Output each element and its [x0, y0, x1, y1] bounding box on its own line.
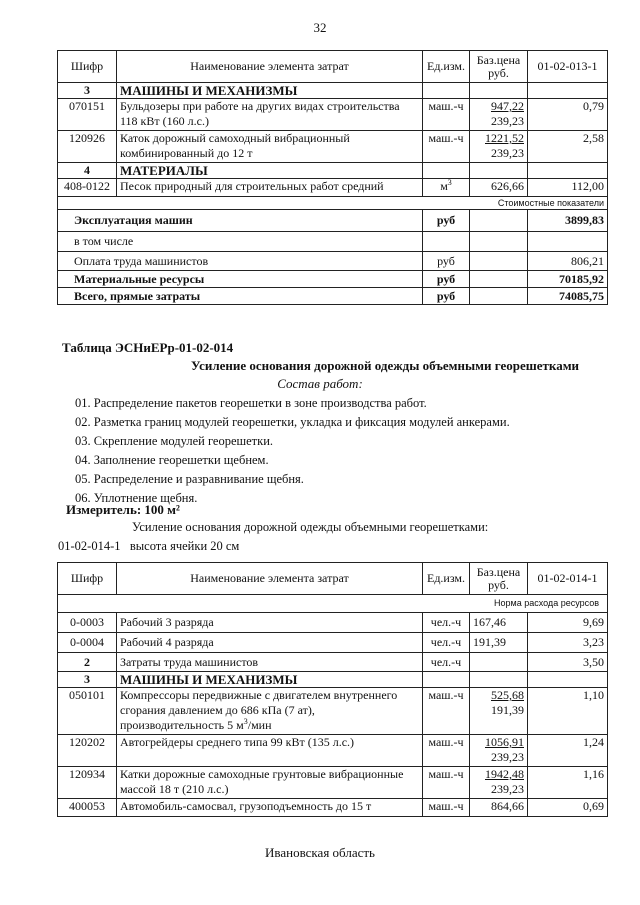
table-row: 2 Затраты труда машинистов чел.-ч 3,50: [58, 653, 608, 672]
summary-row: Всего, прямые затраты руб 74085,75: [58, 288, 608, 305]
table-row: 400053 Автомобиль-самосвал, грузоподъемность до 15 т маш.-ч 864,66 0,69: [58, 799, 608, 817]
col-code-header: Шифр: [58, 51, 117, 83]
list-item: 03. Скрепление модулей георешетки.: [75, 434, 274, 448]
works-list: [75, 395, 510, 509]
table-row: 120926 Каток дорожный самоходный вибрационный комбинированный до 12 т маш.-ч 1221,52 239,23 2,58: [58, 131, 608, 163]
summary-row: Материальные ресурсы руб 70185,92: [58, 271, 608, 288]
list-item: 02. Разметка границ модулей георешетки, укладка и фиксация модулей анкерами.: [75, 415, 510, 429]
resource-table-1: [57, 50, 608, 305]
norm-label-row: Норма расхода ресурсов: [58, 595, 608, 613]
table-row: 3 МАШИНЫ И МЕХАНИЗМЫ: [58, 83, 608, 99]
summary-row: Эксплуатация машин руб 3899,83: [58, 210, 608, 232]
col-price-header: Баз.цена руб.: [470, 51, 528, 83]
variant-line: [58, 539, 239, 554]
col-unit-header: Ед.изм.: [423, 51, 470, 83]
page-footer: Ивановская область: [265, 845, 375, 860]
variant-text: высота ячейки 20 см: [129, 539, 240, 553]
list-item: 01. Распределение пакетов георешетки в зоне производства работ.: [75, 396, 427, 410]
table-row: 120934 Катки дорожные самоходные грунтовые вибрационные массой 18 т (210 л.с.) маш.-ч 1942,48 239,23 1,16: [58, 767, 608, 799]
cost-label-row: Стоимостные показатели: [58, 197, 608, 210]
compressor-name: Компрессоры передвижные с двигателем внутреннего сгорания давлением до 686 кПа (7 ат), производительность 5 $м^3$/мин: [117, 688, 423, 735]
table-row: 3 МАШИНЫ И МЕХАНИЗМЫ: [58, 672, 608, 688]
list-item: 04. Заполнение георешетки щебнем.: [75, 453, 269, 467]
section-description: Усиление основания дорожной одежды объемными георешетками:: [132, 520, 489, 534]
col-norm-header: 01-02-014-1: [528, 563, 608, 595]
summary-row: в том числе: [58, 232, 608, 252]
table-row: 0-0003 Рабочий 3 разряда чел.-ч 167,46 9,69: [58, 613, 608, 633]
table-row: 120202 Автогрейдеры среднего типа 99 кВт (135 л.с.) маш.-ч 1056,91 239,23 1,24: [58, 735, 608, 767]
table-row: 4 МАТЕРИАЛЫ: [58, 163, 608, 179]
summary-row: Оплата труда машинистов руб 806,21: [58, 252, 608, 271]
composition-title: Состав работ:: [277, 376, 363, 391]
col-norm-header: 01-02-013-1: [528, 51, 608, 83]
section-heading: Усиление основания дорожной одежды объемными георешетками: [190, 358, 580, 373]
col-name-header: Наименование элемента затрат: [117, 51, 423, 83]
table-row: 070151 Бульдозеры при работе на других видах строительства 118 кВт (160 л.с.) маш.-ч 947,22 239,23 0,79: [58, 99, 608, 131]
list-item: 05. Распределение и разравнивание щебня.: [75, 472, 304, 486]
col-unit-header: Ед.изм.: [423, 563, 470, 595]
table-row: 050101 Компрессоры передвижные с двигателем внутреннего сгорания давлением до 686 кПа (7 ат), производительность 5 $м^3$/мин маш.-ч 525,68 191,39 1,10: [58, 688, 608, 735]
unit-m3: $м^3$: [423, 179, 470, 197]
table-row: 408-0122 Песок природный для строительных работ средний $м^3$ 626,66 112,00: [58, 179, 608, 197]
list-item: 06. Уплотнение щебня.: [75, 491, 198, 505]
meter: Измеритель: 100 м²: [66, 502, 180, 517]
resource-table-2: [57, 562, 608, 817]
col-code-header: Шифр: [58, 563, 117, 595]
col-name-header: Наименование элемента затрат: [117, 563, 423, 595]
page-number: 32: [313, 20, 327, 35]
table-title: Таблица ЭСНиЕРр-01-02-014: [62, 340, 234, 355]
table-row: 0-0004 Рабочий 4 разряда чел.-ч 191,39 3,23: [58, 633, 608, 653]
col-price-header: Баз.цена руб.: [470, 563, 528, 595]
variant-code: 01-02-014-1: [58, 539, 121, 553]
